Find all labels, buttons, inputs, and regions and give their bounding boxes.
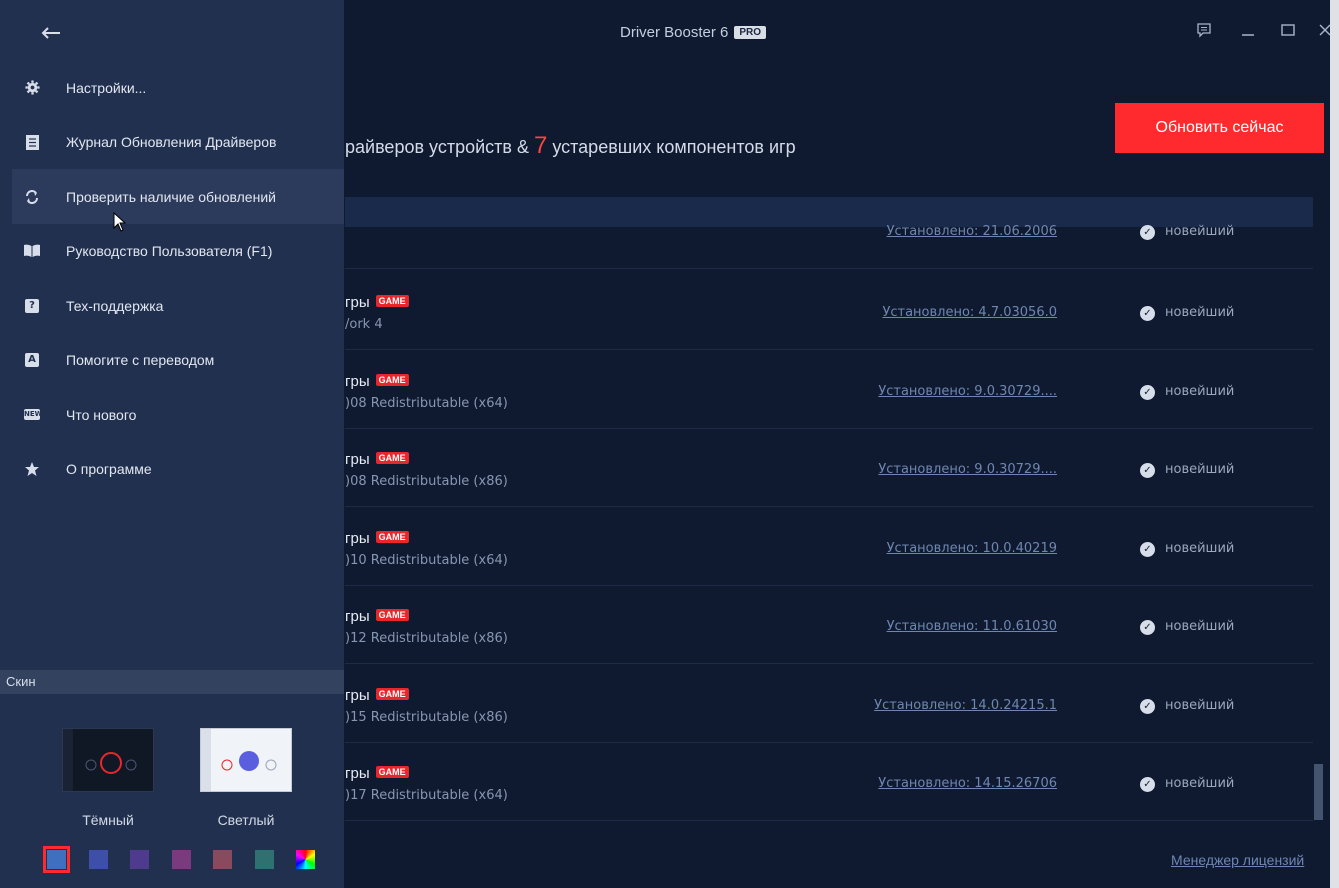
skin-title: Скин	[6, 674, 36, 689]
menu-item-label: Журнал Обновления Драйверов	[66, 134, 277, 150]
installed-version-link[interactable]: Установлено: 9.0.30729....	[878, 383, 1057, 399]
component-subtitle: /ork 4	[345, 317, 383, 332]
game-badge: GAME	[376, 609, 409, 621]
star-icon	[12, 461, 52, 477]
menu-item-label: О программе	[66, 461, 152, 477]
skin-light-thumbnail[interactable]	[200, 728, 292, 792]
installed-version-link[interactable]: Установлено: 14.0.24215.1	[874, 697, 1057, 713]
maximize-icon[interactable]	[1280, 22, 1296, 43]
menu-item-label: Настройки...	[66, 79, 147, 96]
pro-badge: PRO	[734, 26, 766, 39]
check-circle-icon: ✓	[1140, 463, 1155, 478]
component-name: гры GAME	[345, 765, 409, 782]
feedback-icon[interactable]	[1196, 22, 1212, 43]
menu-item-1[interactable]	[12, 60, 344, 115]
component-name: гры GAME	[345, 530, 409, 547]
new-icon: NEW	[24, 410, 43, 418]
color-swatch[interactable]	[255, 850, 274, 869]
menu-item-label: Тех-поддержка	[66, 297, 164, 314]
check-circle-icon: ✓	[1140, 542, 1155, 557]
color-swatch[interactable]	[172, 850, 191, 869]
installed-version-link[interactable]: Установлено: 10.0.40219	[886, 540, 1057, 556]
status-uptodate: ✓ новейший	[1140, 541, 1234, 557]
table-row	[345, 351, 1313, 429]
minimize-icon[interactable]	[1240, 22, 1256, 43]
component-name: гры GAME	[345, 451, 409, 468]
installed-version-link[interactable]: Установлено: 9.0.30729....	[878, 462, 1057, 477]
table-row	[345, 743, 1313, 821]
license-manager-link[interactable]: Менеджер лицензий	[1171, 852, 1305, 868]
game-badge: GAME	[376, 766, 409, 778]
check-circle-icon: ✓	[1140, 225, 1155, 240]
refresh-icon	[12, 189, 52, 205]
menu-item-label: Помогите с переводом	[66, 352, 215, 368]
table-row	[345, 194, 1313, 269]
menu-item-4[interactable]	[12, 224, 344, 279]
menu-item-8[interactable]	[12, 442, 344, 497]
window-edge	[1330, 0, 1339, 888]
table-row	[345, 586, 1313, 664]
summary-text-before: райверов устройств &	[345, 137, 534, 157]
game-badge: GAME	[376, 531, 409, 543]
summary-text-after: устаревших компонентов игр	[547, 137, 796, 157]
color-swatch[interactable]	[296, 850, 315, 869]
component-subtitle: )08 Redistributable (x64)	[345, 395, 508, 411]
game-badge: GAME	[376, 452, 409, 464]
component-name: гры GAME	[345, 294, 409, 311]
table-row	[345, 272, 1313, 350]
color-swatch[interactable]	[89, 850, 108, 869]
check-circle-icon: ✓	[1140, 385, 1155, 400]
check-circle-icon: ✓	[1140, 699, 1155, 714]
game-badge: GAME	[376, 688, 409, 700]
help-icon: ?	[12, 299, 52, 313]
menu-item-6[interactable]	[12, 333, 344, 388]
app-title-text: Driver Booster 6	[620, 24, 729, 41]
skin-dark-label: Тёмный	[82, 812, 134, 828]
component-name: гры GAME	[345, 373, 409, 390]
mouse-cursor-icon	[113, 212, 127, 237]
status-uptodate: ✓ новейший	[1140, 384, 1234, 400]
status-uptodate: ✓ новейший	[1140, 224, 1234, 240]
component-subtitle: )12 Redistributable (x86)	[345, 631, 508, 646]
check-circle-icon: ✓	[1140, 306, 1155, 321]
arrow-left-icon[interactable]	[40, 22, 62, 46]
component-name: гры GAME	[345, 608, 409, 625]
status-uptodate: ✓ новейший	[1140, 619, 1234, 635]
game-badge: GAME	[376, 374, 409, 386]
component-subtitle: )08 Redistributable (x86)	[345, 474, 508, 489]
color-swatch[interactable]	[213, 850, 232, 869]
status-uptodate: ✓ новейший	[1140, 698, 1234, 714]
status-uptodate: ✓ новейший	[1140, 305, 1234, 321]
skin-light-label: Светлый	[217, 812, 275, 828]
menu-item-label: Руководство Пользователя (F1)	[66, 243, 273, 259]
status-uptodate: ✓ новейший	[1140, 462, 1234, 478]
menu-item-5[interactable]	[12, 278, 344, 333]
translate-icon: A	[12, 353, 52, 367]
menu-item-label: Что нового	[66, 406, 137, 423]
menu-item-7[interactable]	[12, 387, 344, 442]
skin-section-header	[0, 670, 344, 694]
game-badge: GAME	[376, 295, 409, 307]
color-swatch[interactable]	[130, 850, 149, 869]
log-icon	[12, 135, 52, 150]
skin-dark-thumbnail[interactable]	[62, 728, 154, 792]
color-swatch[interactable]	[47, 850, 66, 869]
component-name: гры GAME	[345, 687, 409, 704]
menu-item-3[interactable]	[12, 169, 344, 224]
table-row	[345, 665, 1313, 743]
gear-icon	[12, 80, 52, 95]
installed-version-link[interactable]: Установлено: 11.0.61030	[886, 619, 1057, 634]
table-row	[345, 508, 1313, 586]
installed-version-link[interactable]: Установлено: 21.06.2006	[886, 224, 1057, 239]
menu-item-2[interactable]	[12, 115, 344, 170]
update-now-button[interactable]: Обновить сейчас	[1115, 103, 1324, 153]
status-uptodate: ✓ новейший	[1140, 776, 1234, 792]
app-title	[620, 24, 766, 41]
component-subtitle: )15 Redistributable (x86)	[345, 709, 508, 725]
scrollbar-thumb[interactable]	[1314, 764, 1323, 820]
menu-item-label: Проверить наличие обновлений	[66, 188, 276, 205]
scan-summary	[345, 132, 796, 160]
check-circle-icon: ✓	[1140, 620, 1155, 635]
component-subtitle: )10 Redistributable (x64)	[345, 552, 508, 568]
table-row	[345, 429, 1313, 507]
installed-version-link[interactable]: Установлено: 4.7.03056.0	[882, 305, 1057, 320]
side-menu	[0, 0, 344, 888]
outdated-count: 7	[533, 132, 548, 159]
book-icon	[12, 244, 52, 258]
installed-version-link[interactable]: Установлено: 14.15.26706	[878, 776, 1057, 791]
check-circle-icon: ✓	[1140, 777, 1155, 792]
component-subtitle: )17 Redistributable (x64)	[345, 788, 508, 803]
